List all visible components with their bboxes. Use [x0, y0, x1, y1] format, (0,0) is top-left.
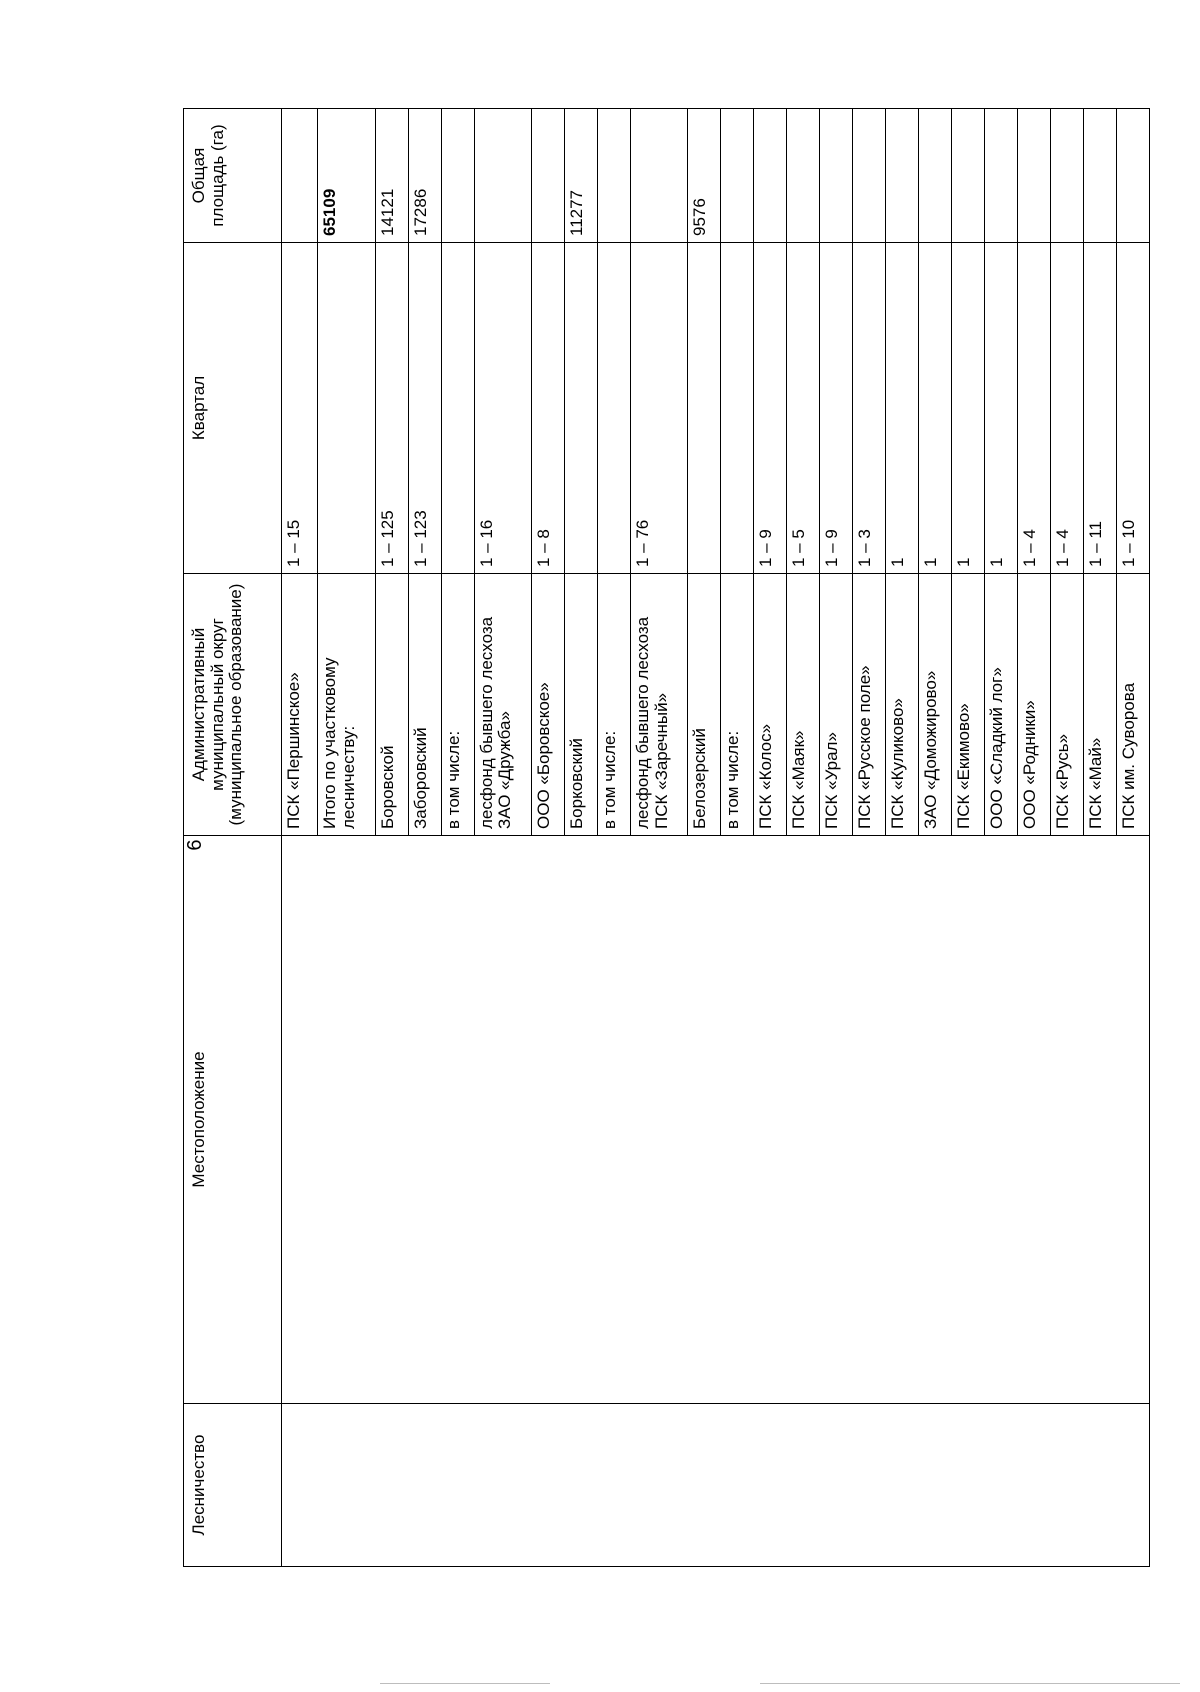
area-cell [441, 109, 474, 243]
admin-cell: Белозерский [688, 574, 721, 836]
area-cell [597, 109, 630, 243]
header-quarter: Квартал [184, 243, 282, 574]
header-admin: Административный муниципальный округ (муниципальное образование) [184, 574, 282, 836]
quarter-cell: 1 [952, 243, 985, 574]
admin-cell: ПСК «Урал» [820, 574, 853, 836]
admin-cell: ПСК «Русь» [1050, 574, 1083, 836]
admin-cell: Боровской [375, 574, 408, 836]
quarter-cell [564, 243, 597, 574]
forestry-cell [282, 1404, 1150, 1567]
area-cell: 11277 [564, 109, 597, 243]
admin-cell: лесфонд бывшего лесхоза ЗАО «Дружба» [474, 574, 531, 836]
area-cell [952, 109, 985, 243]
area-cell [531, 109, 564, 243]
quarter-cell [597, 243, 630, 574]
area-cell: 14121 [375, 109, 408, 243]
admin-cell: ПСК «Маяк» [787, 574, 820, 836]
quarter-cell: 1 – 8 [531, 243, 564, 574]
quarter-cell: 1 – 4 [1017, 243, 1050, 574]
quarter-cell: 1 – 9 [820, 243, 853, 574]
area-cell [721, 109, 754, 243]
page-number: 6 [184, 839, 206, 851]
admin-cell: в том числе: [597, 574, 630, 836]
rotated-table-container [183, 109, 1150, 1567]
scan-artifact [380, 1683, 550, 1684]
area-cell [1017, 109, 1050, 243]
admin-cell: ЗАО «Доможирово» [919, 574, 952, 836]
area-cell [919, 109, 952, 243]
quarter-cell [688, 243, 721, 574]
area-cell [474, 109, 531, 243]
quarter-cell [721, 243, 754, 574]
table-body [282, 109, 1150, 1567]
quarter-cell: 1 [985, 243, 1018, 574]
admin-cell: ООО «Родники» [1017, 574, 1050, 836]
admin-cell: ПСК «Першинское» [282, 574, 318, 836]
admin-cell: ПСК «Май» [1083, 574, 1116, 836]
area-cell [630, 109, 687, 243]
table-row [282, 109, 318, 1567]
area-cell [754, 109, 787, 243]
area-cell [985, 109, 1018, 243]
quarter-cell: 1 – 123 [408, 243, 441, 574]
quarter-cell: 1 – 15 [282, 243, 318, 574]
quarter-cell: 1 – 125 [375, 243, 408, 574]
admin-cell: ООО «Боровское» [531, 574, 564, 836]
area-cell: 9576 [688, 109, 721, 243]
admin-cell: Итого по участковому лесничеству: [318, 574, 375, 836]
quarter-cell [318, 243, 375, 574]
admin-cell: ООО «Сладкий лог» [985, 574, 1018, 836]
area-cell [1050, 109, 1083, 243]
admin-cell: Заборовский [408, 574, 441, 836]
admin-cell: ПСК «Куликово» [886, 574, 919, 836]
quarter-cell: 1 – 3 [853, 243, 886, 574]
quarter-cell: 1 – 16 [474, 243, 531, 574]
area-cell [1116, 109, 1149, 243]
area-cell [1083, 109, 1116, 243]
area-cell [820, 109, 853, 243]
admin-cell: ПСК «Русское поле» [853, 574, 886, 836]
quarter-cell: 1 – 76 [630, 243, 687, 574]
quarter-cell: 1 – 10 [1116, 243, 1149, 574]
admin-cell: ПСК им. Суворова [1116, 574, 1149, 836]
quarter-cell: 1 [886, 243, 919, 574]
area-cell: 17286 [408, 109, 441, 243]
forestry-table [183, 108, 1150, 1567]
admin-cell: ПСК «Екимово» [952, 574, 985, 836]
quarter-cell: 1 – 9 [754, 243, 787, 574]
area-cell [282, 109, 318, 243]
location-cell [282, 836, 1150, 1404]
admin-cell: в том числе: [441, 574, 474, 836]
header-location: Местоположение [184, 836, 282, 1404]
quarter-cell: 1 – 5 [787, 243, 820, 574]
header-area: Общая площадь (га) [184, 109, 282, 243]
quarter-cell: 1 [919, 243, 952, 574]
quarter-cell: 1 – 4 [1050, 243, 1083, 574]
area-cell [787, 109, 820, 243]
quarter-cell: 1 – 11 [1083, 243, 1116, 574]
admin-cell: в том числе: [721, 574, 754, 836]
area-cell [853, 109, 886, 243]
header-row [184, 109, 282, 1567]
quarter-cell [441, 243, 474, 574]
admin-cell: лесфонд бывшего лесхоза ПСК «Заречный» [630, 574, 687, 836]
scan-artifact [760, 1683, 1180, 1684]
admin-cell: ПСК «Колос» [754, 574, 787, 836]
admin-cell: Борковский [564, 574, 597, 836]
area-cell: 65109 [318, 109, 375, 243]
header-forestry: Лесничество [184, 1404, 282, 1567]
area-cell [886, 109, 919, 243]
